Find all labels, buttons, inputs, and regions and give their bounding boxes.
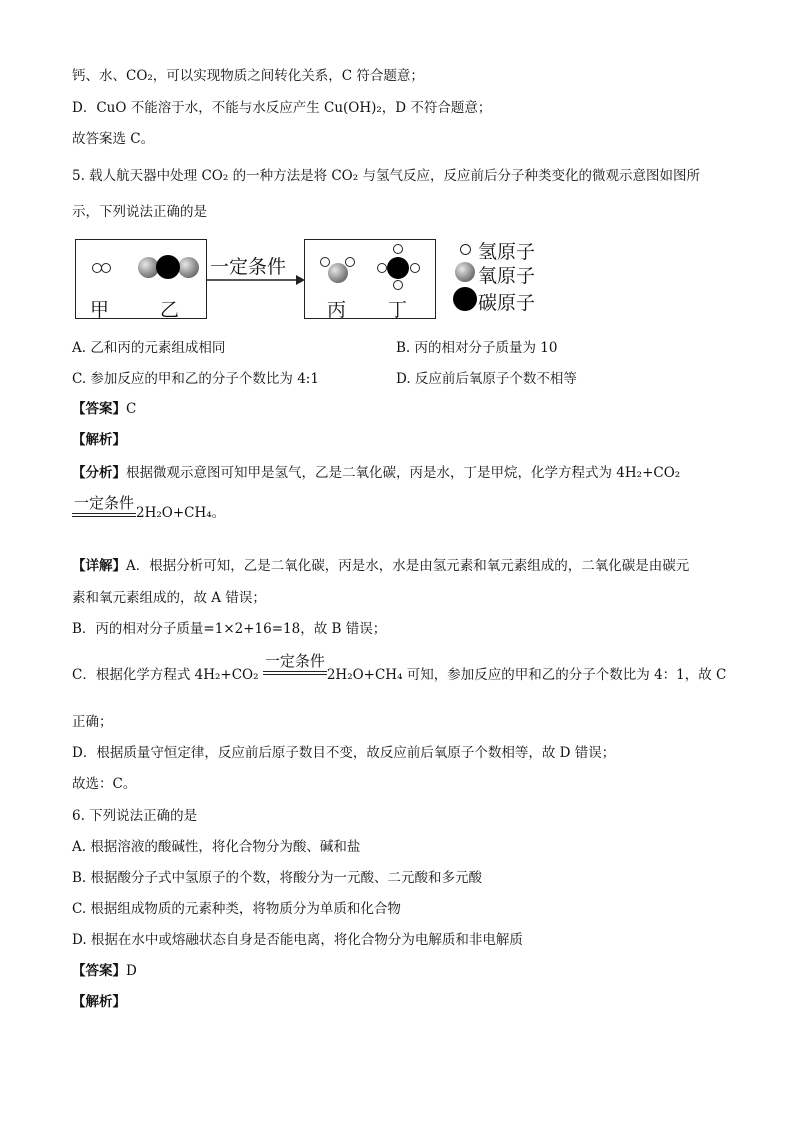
oxygen-atom-icon (328, 263, 348, 283)
q6-option-a: A. 根据溶液的酸碱性，将化合物分为酸、碱和盐 (72, 839, 361, 855)
hydrogen-atom-icon (393, 280, 403, 290)
label-bing: 丙 (327, 299, 347, 321)
option-c: C. 参加反应的甲和乙的分子个数比为 4:1 (72, 371, 319, 387)
equation-line (72, 494, 225, 522)
conclusion: 故选：C。 (72, 776, 137, 792)
fenxi-line (72, 464, 680, 482)
q6-analysis-tag: 【解析】 (72, 994, 126, 1010)
detail-a2: 素和氧元素组成的，故 A 错误； (72, 590, 266, 606)
question-5-stem: 5. 载人航天器中处理 CO₂ 的一种方法是将 CO₂ 与氢气反应，反应前后分子种类变化的微观示意图如图所 (72, 168, 700, 184)
detail-c-right: 2H₂O+CH₄ 可知，参加反应的甲和乙的分子个数比为 4：1，故 C (326, 667, 727, 683)
legend-oxygen: 氧原子 (478, 265, 536, 287)
hydrogen-atom-icon (377, 263, 387, 273)
label-jia: 甲 (90, 299, 110, 321)
hydrogen-atom-icon (101, 263, 111, 273)
q6-option-d: D. 根据在水中或熔融状态自身是否能电离，将化合物分为电解质和非电解质 (72, 932, 523, 948)
reactants-box (75, 239, 207, 319)
label-ding: 丁 (388, 299, 408, 321)
question-5-stem-cont: 示，下列说法正确的是 (72, 204, 207, 220)
detail-c-left: C．根据化学方程式 4H₂+CO₂ (72, 667, 259, 683)
carbon-atom-icon (387, 257, 409, 279)
label-yi: 乙 (160, 299, 180, 321)
text-line: D．CuO 不能溶于水，不能与水反应产生 Cu(OH)₂，D 不符合题意； (72, 100, 492, 116)
carbon-atom-icon (156, 255, 180, 279)
oxygen-legend-icon (455, 262, 475, 282)
equation-products: 2H₂O+CH₄。 (136, 505, 226, 521)
answer-tag: 【答案】 (72, 401, 126, 417)
option-d: D. 反应前后氧原子个数不相等 (396, 371, 577, 387)
detail-c-condition: 一定条件 (263, 652, 327, 675)
hydrogen-atom-icon (393, 244, 403, 254)
fenxi-text: 根据微观示意图可知甲是氢气，乙是二氧化碳，丙是水，丁是甲烷，化学方程式为 4H₂+CO₂ (126, 465, 681, 481)
arrow-label: 一定条件 (210, 256, 287, 278)
detail-d: D．根据质量守恒定律，反应前后原子数目不变，故反应前后氧原子个数相等，故 D 错误； (72, 745, 616, 761)
products-box (304, 239, 436, 319)
arrow-icon (206, 274, 306, 286)
answer-value: C (126, 401, 137, 417)
detail-b: B．丙的相对分子质量=1×2+16=18，故 B 错误； (72, 621, 387, 637)
detail-line (72, 557, 689, 575)
equation-condition: 一定条件 (72, 494, 136, 517)
option-b: B. 丙的相对分子质量为 10 (396, 340, 558, 356)
q6-answer-tag: 【答案】 (72, 963, 126, 979)
hydrogen-atom-icon (320, 257, 330, 267)
q6-option-c: C. 根据组成物质的元素种类，将物质分为单质和化合物 (72, 901, 401, 917)
q6-option-b: B. 根据酸分子式中氢原子的个数，将酸分为一元酸、二元酸和多元酸 (72, 870, 483, 886)
carbon-legend-icon (453, 287, 477, 311)
detail-c-line (72, 652, 726, 684)
analysis-heading (72, 431, 126, 449)
legend-carbon: 碳原子 (478, 292, 536, 314)
detail-tag: 【详解】 (72, 558, 126, 574)
text-line: 故答案选 C。 (72, 131, 155, 147)
hydrogen-legend-icon (460, 244, 471, 255)
q6-analysis-heading (72, 993, 126, 1011)
hydrogen-atom-icon (345, 257, 355, 267)
oxygen-atom-icon (178, 257, 199, 278)
question-6-stem: 6. 下列说法正确的是 (72, 808, 198, 824)
molecule-diagram (72, 236, 552, 320)
q6-answer-line (72, 962, 137, 980)
detail-a1: A．根据分析可知，乙是二氧化碳，丙是水，水是由氢元素和氧元素组成的，二氧化碳是由碳元 (126, 558, 690, 574)
hydrogen-atom-icon (410, 263, 420, 273)
fenxi-tag: 【分析】 (72, 465, 126, 481)
analysis-tag: 【解析】 (72, 432, 126, 448)
q6-answer-value: D (126, 963, 137, 979)
detail-c2: 正确； (72, 714, 113, 730)
answer-line (72, 400, 136, 418)
legend-hydrogen: 氢原子 (478, 241, 536, 263)
text-line: 钙、水、CO₂，可以实现物质之间转化关系，C 符合题意； (72, 68, 424, 84)
option-a: A. 乙和丙的元素组成相同 (72, 340, 226, 356)
